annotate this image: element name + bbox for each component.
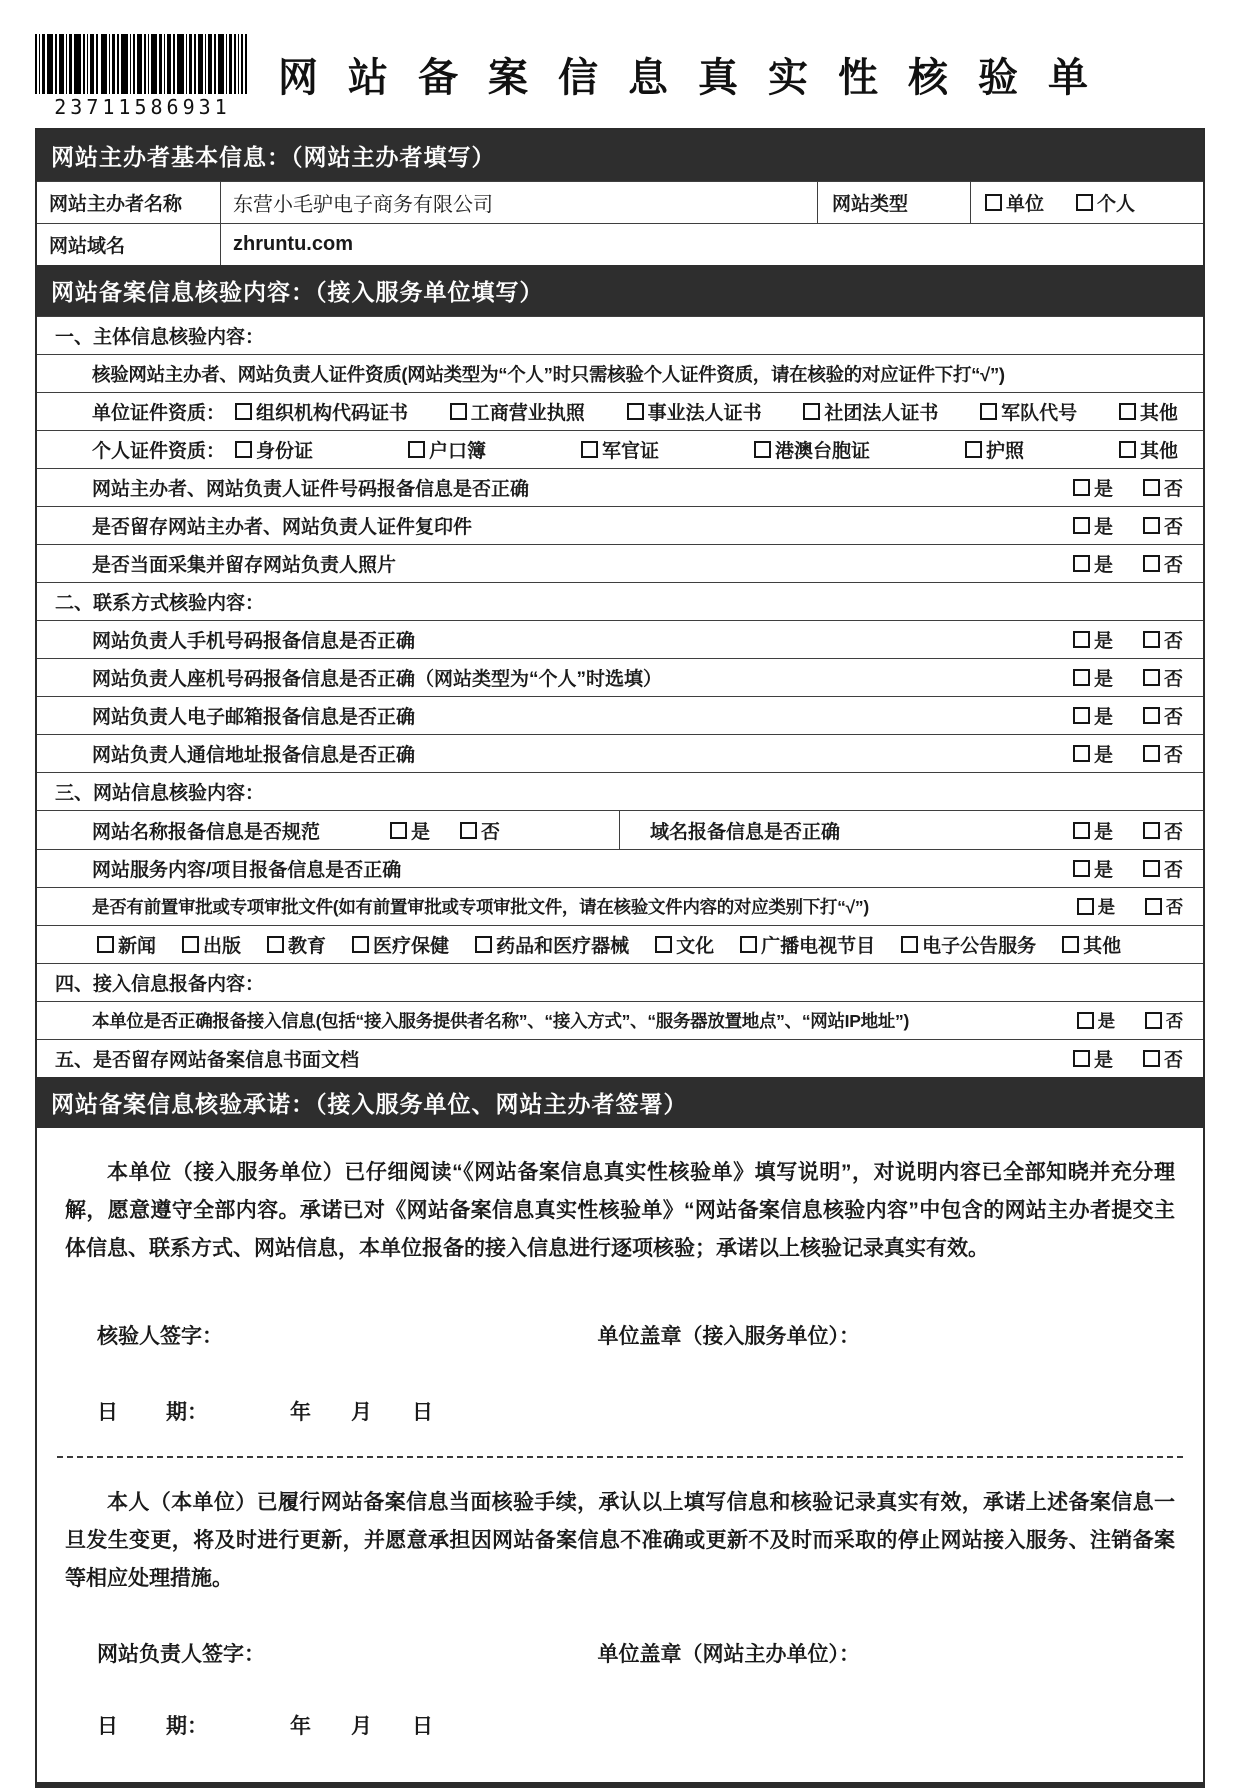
date-row-owner [55, 1710, 1185, 1740]
yes-option[interactable] [1073, 550, 1113, 577]
yes-no-group [390, 817, 500, 844]
checkbox-icon[interactable] [803, 403, 820, 420]
approval-option[interactable] [97, 931, 156, 958]
unit-cert-option[interactable] [627, 398, 762, 425]
yes-option[interactable] [1077, 1008, 1115, 1033]
cut-line [57, 1456, 1183, 1458]
checkbox-label: 港澳台胞证 [774, 441, 870, 462]
checkbox-label: 其他 [1139, 441, 1178, 462]
domain-value: zhruntu.com [233, 233, 353, 255]
checkbox-icon[interactable] [1119, 441, 1136, 458]
yes-label: 是 [1093, 479, 1113, 500]
question-text: 网站名称报备信息是否规范 [92, 821, 321, 843]
checkbox-icon[interactable] [1073, 707, 1090, 724]
commitment-owner-part [55, 1484, 1185, 1740]
no-label: 否 [1163, 860, 1183, 881]
date-label: 日 [97, 1401, 118, 1424]
checkbox-icon[interactable] [97, 936, 114, 953]
question-text: 网站负责人电子邮箱报备信息是否正确 [92, 707, 416, 728]
approval-option[interactable] [655, 931, 714, 958]
checkbox-icon[interactable] [1073, 631, 1090, 648]
yes-no-group [1073, 702, 1183, 729]
barcode-block [35, 28, 250, 119]
owner-section-header: 网站主办者基本信息：（网站主办者填写） [37, 130, 1203, 181]
date-label: 期： [166, 1401, 208, 1424]
question-domain-info [620, 817, 1203, 844]
barcode-icon [35, 34, 247, 94]
question-text: 是否留存网站主办者、网站负责人证件复印件 [92, 517, 473, 538]
checkbox-icon[interactable] [235, 403, 252, 420]
checkbox-icon[interactable] [475, 936, 492, 953]
commitment-body [37, 1154, 1203, 1782]
commitment-paragraph-owner: 本人（本单位）已履行网站备案信息当面核验手续，承认以上填写信息和核验记录真实有效，承诺上述备案信息一旦发生变更，将及时进行更新，并愿意承担因网站备案信息不准确或更新不及时而采取的停止网站接入服务、注销备案等相应处理措施。 [65, 1491, 1175, 1590]
question-row-approval [37, 887, 1203, 925]
day-label: 日 [412, 1715, 433, 1738]
no-option[interactable] [1143, 626, 1183, 653]
question-text: 五、是否留存网站备案信息书面文档 [55, 1050, 360, 1071]
question-row-access [37, 1001, 1203, 1039]
yes-option[interactable] [1073, 1045, 1113, 1072]
checkbox-icon[interactable] [352, 936, 369, 953]
checkbox-icon[interactable] [1143, 860, 1160, 877]
approval-option[interactable] [182, 931, 241, 958]
yes-label: 是 [1093, 1050, 1113, 1071]
form-body [35, 128, 1205, 1788]
signature-row-isp [55, 1320, 1185, 1350]
yes-option[interactable] [1073, 740, 1113, 767]
checkbox-icon[interactable] [1073, 822, 1090, 839]
yes-option[interactable] [1073, 817, 1113, 844]
yes-no-group [1073, 740, 1183, 767]
yes-option[interactable] [1073, 702, 1113, 729]
unit-cert-option[interactable] [450, 398, 585, 425]
checkbox-label: 个人 [1097, 194, 1136, 215]
domain-label: 网站域名 [37, 224, 221, 265]
yes-option[interactable] [1073, 474, 1113, 501]
checkbox-icon[interactable] [980, 403, 997, 420]
checkbox-icon[interactable] [1073, 1050, 1090, 1067]
yes-no-group [1073, 855, 1183, 882]
checkbox-icon[interactable] [1073, 479, 1090, 496]
yes-option[interactable] [1073, 512, 1113, 539]
question-text: 网站负责人通信地址报备信息是否正确 [92, 745, 416, 766]
checkbox-icon[interactable] [1077, 1012, 1094, 1029]
question-row-cert-number [37, 468, 1203, 506]
question-text: 网站主办者、网站负责人证件号码报备信息是否正确 [92, 479, 530, 500]
owner-name-value: 东营小毛驴电子商务有限公司 [233, 194, 493, 216]
personal-cert-option[interactable] [408, 436, 486, 463]
approval-options-row [37, 925, 1203, 963]
personal-cert-row [37, 430, 1203, 468]
site-type-options [971, 182, 1203, 223]
question-text: 网站负责人座机号码报备信息是否正确（网站类型为“个人”时选填） [92, 669, 663, 690]
approval-option[interactable] [740, 931, 875, 958]
checkbox-icon[interactable] [1143, 745, 1160, 762]
no-label: 否 [1165, 897, 1183, 917]
personal-cert-option[interactable] [235, 436, 313, 463]
yes-label: 是 [1093, 745, 1113, 766]
site-name-domain-row [37, 810, 1203, 849]
question-row-email [37, 696, 1203, 734]
no-label: 否 [1163, 631, 1183, 652]
site-type-option-unit[interactable] [985, 189, 1044, 216]
checkbox-icon[interactable] [1062, 936, 1079, 953]
checkbox-label: 药品和医疗器械 [496, 936, 630, 957]
checkbox-icon[interactable] [901, 936, 918, 953]
checkbox-icon[interactable] [985, 194, 1002, 211]
checkbox-icon[interactable] [1143, 707, 1160, 724]
approval-option[interactable] [1062, 931, 1121, 958]
yes-no-group [1073, 664, 1183, 691]
part1-title: 一、主体信息核验内容： [37, 316, 1203, 354]
approval-option[interactable] [352, 931, 449, 958]
no-option[interactable] [1145, 1008, 1183, 1033]
yes-label: 是 [1093, 707, 1113, 728]
yes-label: 是 [1093, 821, 1113, 843]
checkbox-label: 新闻 [118, 936, 157, 957]
checkbox-label: 医疗保健 [373, 936, 450, 957]
yes-label: 是 [411, 821, 431, 843]
approval-option[interactable] [475, 931, 629, 958]
day-label: 日 [412, 1401, 433, 1424]
part3-title: 三、网站信息核验内容： [37, 772, 1203, 810]
checkbox-label: 广播电视节目 [761, 936, 876, 957]
personal-cert-label: 个人证件资质： [92, 441, 226, 462]
verifier-sign-label: 核验人签字： [97, 1325, 223, 1348]
commitment-section-header: 网站备案信息核验承诺：（接入服务单位、网站主办者签署） [37, 1077, 1203, 1128]
yes-no-group [1073, 817, 1183, 844]
checkbox-icon[interactable] [1073, 745, 1090, 762]
unit-seal-label-isp: 单位盖章（接入服务单位）： [597, 1325, 860, 1348]
yes-label: 是 [1093, 555, 1113, 576]
unit-cert-label: 单位证件资质： [92, 403, 226, 424]
unit-seal-label-owner: 单位盖章（网站主办单位）： [597, 1643, 860, 1666]
verify-section-header: 网站备案信息核验内容：（接入服务单位填写） [37, 265, 1203, 316]
no-option[interactable] [1143, 1045, 1183, 1072]
yes-no-group [1073, 550, 1183, 577]
checkbox-label: 组织机构代码证书 [256, 403, 409, 424]
personal-cert-options [225, 436, 1203, 463]
personal-cert-option[interactable] [1119, 436, 1178, 463]
yes-no-group [1073, 512, 1183, 539]
no-label: 否 [1163, 1050, 1183, 1071]
checkbox-icon[interactable] [182, 936, 199, 953]
year-label: 年 [290, 1715, 311, 1738]
no-option[interactable] [1143, 740, 1183, 767]
checkbox-label: 军队代号 [1001, 403, 1078, 424]
checkbox-label: 社团法人证书 [824, 403, 939, 424]
question-row-photo [37, 544, 1203, 582]
checkbox-icon[interactable] [267, 936, 284, 953]
question-text: 是否有前置审批或专项审批文件(如有前置审批或专项审批文件，请在核验文件内容的对应类别下打“√”) [92, 897, 869, 917]
site-type-label: 网站类型 [817, 182, 971, 223]
unit-cert-option[interactable] [803, 398, 938, 425]
unit-cert-row [37, 392, 1203, 430]
checkbox-icon[interactable] [1145, 898, 1162, 915]
checkbox-icon[interactable] [1143, 479, 1160, 496]
no-label: 否 [1163, 669, 1183, 690]
form-header [35, 28, 1205, 124]
yes-no-group [1073, 1045, 1183, 1072]
yes-option[interactable] [1073, 855, 1113, 882]
checkbox-icon[interactable] [1073, 555, 1090, 572]
manager-sign-label: 网站负责人签字： [97, 1643, 265, 1666]
checkbox-icon[interactable] [1143, 517, 1160, 534]
checkbox-label: 护照 [985, 441, 1024, 462]
approval-option[interactable] [267, 931, 326, 958]
unit-cert-options [225, 398, 1203, 425]
checkbox-icon[interactable] [965, 441, 982, 458]
no-label: 否 [1163, 479, 1183, 500]
unit-cert-option[interactable] [1119, 398, 1178, 425]
part2-title: 二、联系方式核验内容： [37, 582, 1203, 620]
checkbox-icon[interactable] [1143, 555, 1160, 572]
checkbox-label: 户口簿 [429, 441, 487, 462]
checkbox-icon[interactable] [1077, 898, 1094, 915]
part5-row [37, 1039, 1203, 1077]
checkbox-icon[interactable] [1143, 631, 1160, 648]
checkbox-icon[interactable] [655, 936, 672, 953]
date-label: 期： [166, 1715, 208, 1738]
no-option[interactable] [1143, 512, 1183, 539]
checkbox-icon[interactable] [740, 936, 757, 953]
approval-option[interactable] [901, 931, 1036, 958]
personal-cert-option[interactable] [965, 436, 1024, 463]
checkbox-label: 教育 [288, 936, 327, 957]
unit-cert-option[interactable] [235, 398, 408, 425]
checkbox-icon[interactable] [1143, 1050, 1160, 1067]
checkbox-icon[interactable] [627, 403, 644, 420]
checkbox-label: 工商营业执照 [470, 403, 585, 424]
site-type-option-personal[interactable] [1076, 189, 1135, 216]
yes-label: 是 [1093, 631, 1113, 652]
checkbox-label: 出版 [203, 936, 242, 957]
date-row-isp [55, 1396, 1185, 1426]
checkbox-icon[interactable] [450, 403, 467, 420]
date-label: 日 [97, 1715, 118, 1738]
personal-cert-option[interactable] [581, 436, 659, 463]
personal-cert-option[interactable] [754, 436, 870, 463]
checkbox-label: 文化 [676, 936, 715, 957]
no-label: 否 [1163, 517, 1183, 538]
checkbox-label: 军官证 [601, 441, 659, 462]
part4-title: 四、接入信息报备内容： [37, 963, 1203, 1001]
checkbox-icon[interactable] [1076, 194, 1093, 211]
question-row-landline [37, 658, 1203, 696]
yes-option[interactable] [1073, 626, 1113, 653]
no-option[interactable] [1143, 702, 1183, 729]
no-option[interactable] [1143, 817, 1183, 844]
question-text: 是否当面采集并留存网站负责人照片 [92, 555, 397, 576]
no-label: 否 [1165, 1011, 1183, 1031]
yes-no-group [1077, 1008, 1183, 1033]
checkbox-icon[interactable] [1145, 1012, 1162, 1029]
checkbox-icon[interactable] [1073, 517, 1090, 534]
no-option[interactable] [460, 817, 500, 844]
no-label: 否 [1163, 745, 1183, 766]
yes-no-group [1073, 626, 1183, 653]
yes-option[interactable] [1073, 664, 1113, 691]
year-label: 年 [290, 1401, 311, 1424]
checkbox-icon[interactable] [581, 441, 598, 458]
no-option[interactable] [1145, 894, 1183, 919]
commitment-paragraph-isp: 本单位（接入服务单位）已仔细阅读“《网站备案信息真实性核验单》填写说明”，对说明内容已全部知晓并充分理解，愿意遵守全部内容。承诺已对《网站备案信息真实性核验单》“网站备案信息核验内容”中包含的网站主办者提交主体信息、联系方式、网站信息，本单位报备的接入信息进行逐项核验；承诺以上核验记录真实有效。 [65, 1161, 1175, 1260]
no-option[interactable] [1143, 855, 1183, 882]
cert-note-row: 核验网站主办者、网站负责人证件资质(网站类型为“个人”时只需核验个人证件资质，请在核验的对应证件下打“√”) [37, 354, 1203, 392]
barcode-number: 23711586931 [54, 95, 231, 119]
yes-option[interactable] [390, 817, 430, 844]
question-text: 网站服务内容/项目报备信息是否正确 [92, 860, 402, 881]
page-title: 网站备案信息真实性核验单 [278, 56, 1118, 100]
checkbox-icon[interactable] [390, 822, 407, 839]
checkbox-icon[interactable] [1143, 669, 1160, 686]
no-label: 否 [1163, 707, 1183, 728]
yes-no-group [1077, 894, 1183, 919]
checkbox-icon[interactable] [1143, 822, 1160, 839]
checkbox-label: 单位 [1006, 194, 1045, 215]
month-label: 月 [351, 1401, 372, 1424]
checkbox-label: 其他 [1083, 936, 1122, 957]
checkbox-label: 其他 [1139, 403, 1178, 424]
checkbox-label: 事业法人证书 [647, 403, 762, 424]
month-label: 月 [351, 1715, 372, 1738]
no-option[interactable] [1143, 550, 1183, 577]
yes-label: 是 [1097, 897, 1115, 917]
checkbox-icon[interactable] [1073, 860, 1090, 877]
question-row-address [37, 734, 1203, 772]
owner-name-label: 网站主办者名称 [37, 182, 221, 223]
no-option[interactable] [1143, 664, 1183, 691]
yes-label: 是 [1093, 517, 1113, 538]
checkbox-icon[interactable] [460, 822, 477, 839]
signature-row-owner [55, 1638, 1185, 1668]
yes-label: 是 [1093, 860, 1113, 881]
checkbox-label: 身份证 [256, 441, 314, 462]
question-text: 本单位是否正确报备接入信息(包括“接入服务提供者名称”、“接入方式”、“服务器放置地点”、“网站IP地址”) [92, 1011, 909, 1031]
checkbox-icon[interactable] [754, 441, 771, 458]
question-site-name [37, 811, 620, 849]
checkbox-icon[interactable] [235, 441, 252, 458]
no-label: 否 [481, 821, 501, 843]
checkbox-icon[interactable] [1073, 669, 1090, 686]
yes-option[interactable] [1077, 894, 1115, 919]
yes-label: 是 [1097, 1011, 1115, 1031]
question-text: 网站负责人手机号码报备信息是否正确 [92, 631, 416, 652]
unit-cert-option[interactable] [980, 398, 1077, 425]
no-label: 否 [1163, 555, 1183, 576]
yes-no-group [1073, 474, 1183, 501]
checkbox-icon[interactable] [408, 441, 425, 458]
checkbox-label: 电子公告服务 [922, 936, 1037, 957]
owner-name-row [37, 181, 1203, 223]
question-row-mobile [37, 620, 1203, 658]
question-row-service [37, 849, 1203, 887]
no-label: 否 [1163, 821, 1183, 843]
question-text: 域名报备信息是否正确 [650, 821, 841, 843]
domain-row [37, 223, 1203, 265]
question-row-cert-copy [37, 506, 1203, 544]
checkbox-icon[interactable] [1119, 403, 1136, 420]
no-option[interactable] [1143, 474, 1183, 501]
yes-label: 是 [1093, 669, 1113, 690]
